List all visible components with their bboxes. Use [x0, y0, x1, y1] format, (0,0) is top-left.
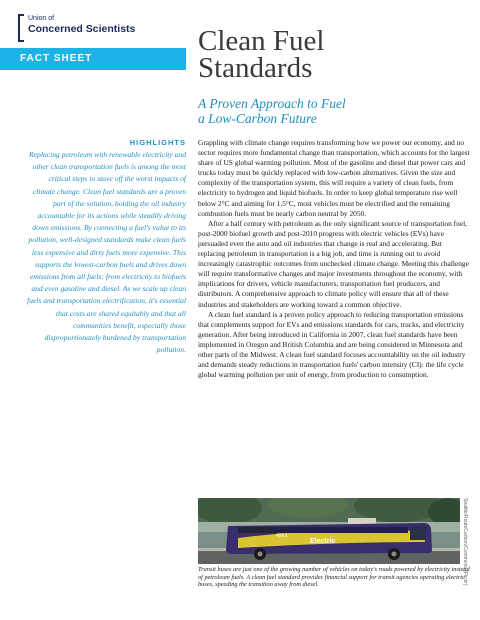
photo-caption: Transit buses are just one of the growing number of vehicles on today's roads powered by electricity instead of petroleum fuels. A clean fuel standard provides financial support for transit agencies operating electric buses, speeding the transition away from diesel.: [198, 566, 470, 589]
fact-sheet-banner: [0, 48, 186, 70]
photo-credit: [462, 498, 474, 586]
subtitle-line1: A Proven Approach to Fuel: [198, 96, 346, 111]
highlights-text: Replacing petroleum with renewable electricity and other clean transportation fuels is among the most critical steps to stave off the worst impacts of climate change. Clean fuel standards are a proven part of the solution, holding the oil industry accountable for its actions while steadily driving down emissions. By connecting a fuel's value to its pollution, well-designed standards make clean fuels less expensive and dirty fuels more expensive. This supports the lowest-carbon fuels and drives down emissions from all fuels: from electricity to biofuels and even gasoline and diesel. As we scale up clean fuels and transportation electrification, it's essential that costs are shared equitably and that all communities benefit, especially those disproportionately burdened by transportation pollution.: [27, 150, 186, 355]
subtitle-line2: a Low-Carbon Future: [198, 111, 317, 126]
fact-sheet-label: FACT SHEET: [20, 53, 93, 64]
logo-line2: Concerned Scientists: [28, 23, 136, 35]
photo-credit-text: Seattle/RouteCarbon/Commons (Flickr): [462, 498, 468, 586]
title-line1: Clean Fuel: [198, 25, 325, 57]
electric-bus-photo: [198, 498, 460, 564]
body-paragraph-2: After a half century with petroleum as the only significant source of transportation fuel, post-2000 biofuel growth and post-2010 progress with electric vehicles (EVs) have persuaded even the auto and oil industries that change is real and accelerating. But replacing petroleum in transportation is a big job, and time is running out to avoid increasingly catastrophic outcomes from unchecked climate change. Meeting this challenge will require transformative changes and major investments throughout the economy, with implications for drivers, vehicle manufacturers, transportation fuel producers, and distributors. A comprehensive approach to climate policy will ensure that all of these industries and stakeholders are working toward a common objective.: [198, 218, 469, 309]
bus-text: Electric: [310, 538, 336, 545]
bus-number: 4903: [276, 533, 288, 539]
body-paragraph-1: Grappling with climate change requires transforming how we power our economy, and no sector requires more fundamental change than transportation, which accounts for the largest share of US global warming pollution. Most of the gasoline and diesel that power cars and trucks today must be quickly replaced with low-carbon alternatives. Given the size and complexity of the transportation system, this will require a variety of clean fuels, from electricity to hydrogen and liquid biofuels. In order to keep global temperature rise well below 2°C and aiming for 1.5°C, most vehicles must be electrified and the remaining combustion fuels must be nearly carbon neutral by 2050.: [198, 138, 470, 218]
logo-bracket-icon: [18, 14, 24, 42]
logo-line1: Union of: [28, 15, 55, 22]
page-title: [198, 25, 468, 84]
highlights-heading: HIGHLIGHTS: [129, 138, 186, 147]
body-text: [198, 138, 470, 380]
page-subtitle: [198, 96, 468, 126]
ucs-logo: [18, 14, 168, 40]
title-line2: Standards: [198, 52, 313, 84]
body-paragraph-3: A clean fuel standard is a proven policy approach to reducing transportation emissions that complements support for EVs and emissions standards for cars, trucks, and electricity generation. After being introduced in California in 2007, clean fuel standards have been implemented in Oregon and British Columbia and are being considered in Minnesota and other parts of the Midwest. A clean fuel standard focuses accountability on the oil industry and demands steady reductions in transportation fuels' carbon intensity (CI): the life cycle global warming pollution per unit of energy, from production to consumption.: [198, 309, 466, 380]
